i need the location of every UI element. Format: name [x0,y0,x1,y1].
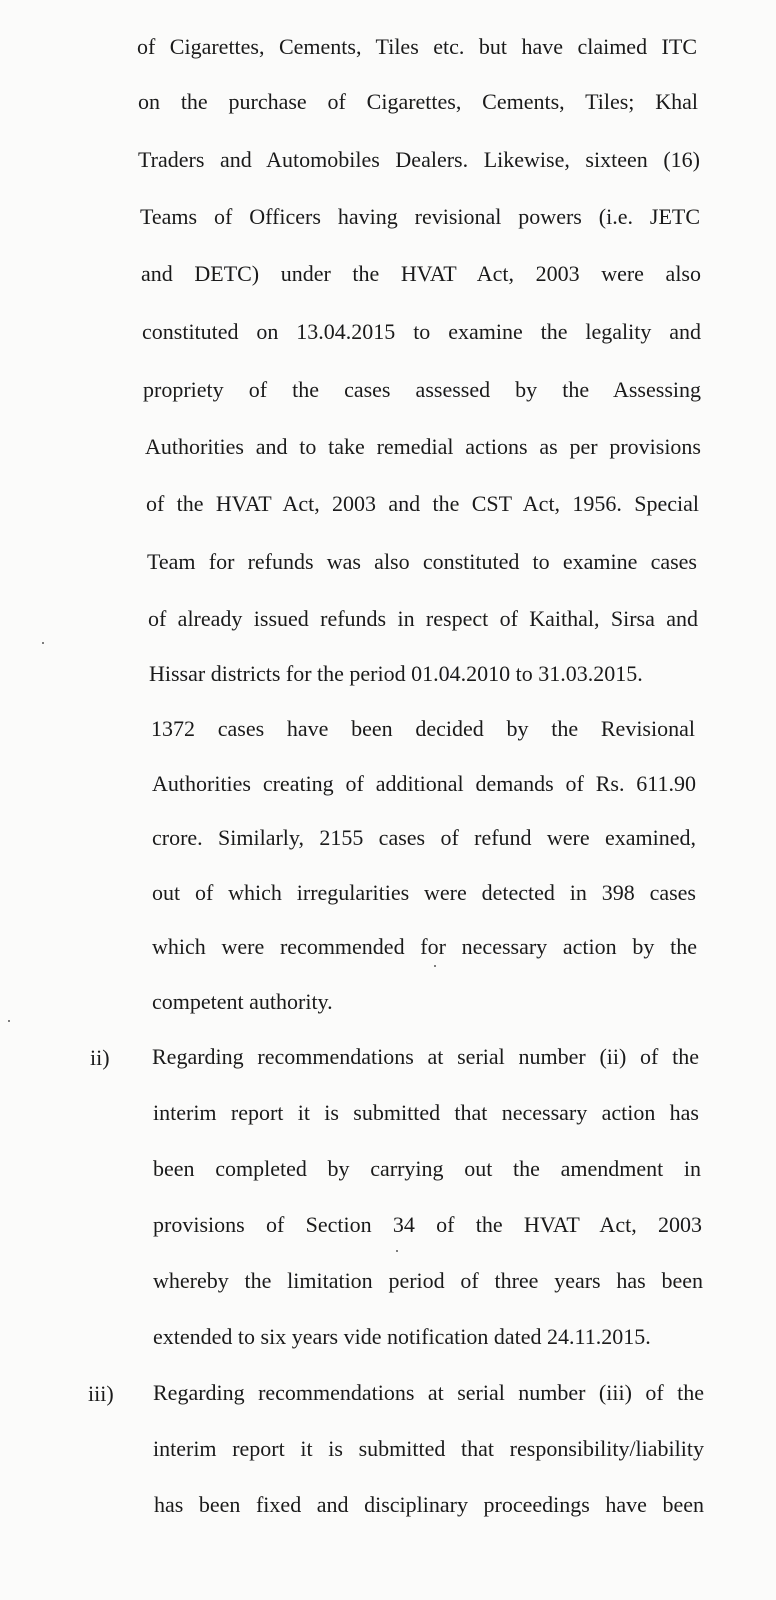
paragraph-line: propriety of the cases assessed by the Assessing [143,377,701,402]
item-ii-line: been completed by carrying out the amendment in [153,1156,701,1181]
results-line: which were recommended for necessary action by the [152,934,697,959]
results-line-last: competent authority. [152,989,333,1014]
paragraph-line: of the HVAT Act, 2003 and the CST Act, 1956. Special [146,491,699,516]
scan-speck [396,1250,398,1252]
scan-speck [42,642,44,644]
item-ii-line: interim report it is submitted that necessary action has [153,1100,699,1125]
results-line: crore. Similarly, 2155 cases of refund were examined, [152,825,696,850]
item-iii-line: Regarding recommendations at serial number (iii) of the [153,1380,704,1405]
paragraph-line: Teams of Officers having revisional powers (i.e. JETC [140,204,700,229]
results-line: Authorities creating of additional demands of Rs. 611.90 [152,771,696,796]
item-ii-line: provisions of Section 34 of the HVAT Act, 2003 [153,1212,702,1237]
paragraph-line: Team for refunds was also constituted to examine cases [147,549,697,574]
paragraph-line-last: Hissar districts for the period 01.04.2010 to 31.03.2015. [149,661,643,686]
item-iii-line: interim report it is submitted that responsibility/liability [153,1436,704,1461]
item-ii-line: whereby the limitation period of three years has been [153,1268,703,1293]
item-iii-line: has been fixed and disciplinary proceedings have been [154,1492,704,1517]
item-ii-line-last: extended to six years vide notification dated 24.11.2015. [153,1324,651,1349]
item-ii-line: Regarding recommendations at serial number (ii) of the [152,1044,699,1069]
paragraph-line: of already issued refunds in respect of Kaithal, Sirsa and [148,606,698,631]
scan-speck [8,1020,10,1022]
paragraph-line: of Cigarettes, Cements, Tiles etc. but have claimed ITC [137,34,697,59]
paragraph-line: on the purchase of Cigarettes, Cements, Tiles; Khal [138,89,698,114]
scan-speck [434,965,436,967]
paragraph-line: Authorities and to take remedial actions as per provisions [145,434,701,459]
list-marker-iii: iii) [88,1381,114,1406]
paragraph-line: and DETC) under the HVAT Act, 2003 were also [141,261,701,286]
results-line: out of which irregularities were detected in 398 cases [152,880,696,905]
paragraph-line: Traders and Automobiles Dealers. Likewise, sixteen (16) [138,147,700,172]
paragraph-line: constituted on 13.04.2015 to examine the legality and [142,319,701,344]
list-marker-ii: ii) [90,1045,110,1070]
results-line: 1372 cases have been decided by the Revisional [151,716,695,741]
